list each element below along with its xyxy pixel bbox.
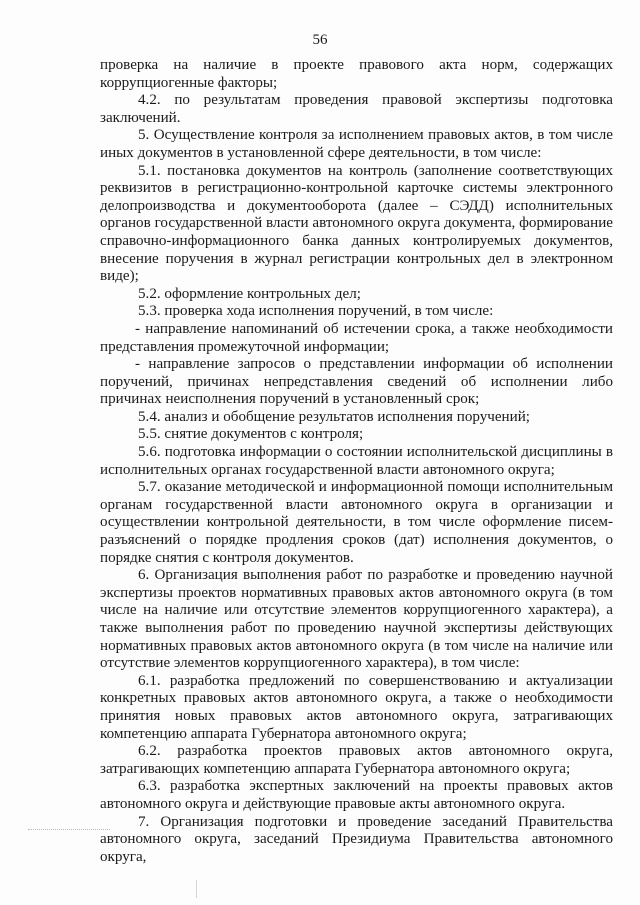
paragraph-5-6: 5.6. подготовка информации о состоянии исполнительской дисциплины в исполнительных органах государственной власти автономного округа; xyxy=(100,444,613,478)
page-number: 56 xyxy=(312,32,328,48)
paragraph-6-3: 6.3. разработка экспертных заключений на проекты правовых актов автономного округа и действующие правовые акты автономного округа. xyxy=(100,778,613,812)
paragraph-continuation: проверка на наличие в проекте правового акта норм, содержащих коррупциогенные факторы; xyxy=(100,57,613,91)
paragraph-5: 5. Осуществление контроля за исполнением правовых актов, в том числе иных документов в установленной сфере деятельности, в том числе: xyxy=(100,127,613,161)
list-item-requests: - направление запросов о представлении информации об исполнении поручений, причинах непредставления сведений об исполнении либо причинах неисполнения поручений в установленный срок; xyxy=(100,356,613,408)
paragraph-6: 6. Организация выполнения работ по разработке и проведению научной экспертизы проектов нормативных правовых актов автономного округа (в том числе на наличие или отсутствие элементов коррупциогенного характера), а также выполнения работ по проведению научной экспертизы действующих нормативных правовых актов автономного округа (в том числе на наличие или отсутствие элементов коррупциогенного характера), в том числе: xyxy=(100,567,613,672)
scan-artifact-line xyxy=(196,880,197,898)
paragraph-5-7: 5.7. оказание методической и информационной помощи исполнительным органам государственной власти автономного округа в организации и осуществлении контрольной деятельности, в том числе оформление писем-разъяснений о порядке продления сроков (дат) исполнения документов, о порядке снятия с контроля документов. xyxy=(100,479,613,566)
paragraph-6-2: 6.2. разработка проектов правовых актов автономного округа, затрагивающих компетенцию аппарата Губернатора автономного округа; xyxy=(100,743,613,777)
paragraph-4-2: 4.2. по результатам проведения правовой экспертизы подготовка заключений. xyxy=(100,92,613,126)
document-body xyxy=(100,57,613,866)
paragraph-5-4: 5.4. анализ и обобщение результатов исполнения поручений; xyxy=(138,408,530,425)
paragraph-5-1: 5.1. постановка документов на контроль (заполнение соответствующих реквизитов в регистрационно-контрольной карточке системы электронного делопроизводства и документооборота (далее – СЭДД) исполнительных органов государственной власти автономного округа документа, формирование справочно-информационного банка данных контролируемых документов, внесение поручения в журнал регистрации контрольных дел в электронном виде); xyxy=(100,162,613,285)
paragraph-5-3: 5.3. проверка хода исполнения поручений, в том числе: xyxy=(138,303,494,320)
paragraph-5-5: 5.5. снятие документов с контроля; xyxy=(138,426,364,443)
paragraph-5-2: 5.2. оформление контрольных дел; xyxy=(138,285,361,302)
paragraph-7: 7. Организация подготовки и проведение заседаний Правительства автономного округа, заседаний Президиума Правительства автономного округа, xyxy=(100,813,613,865)
list-item-reminders: - направление напоминаний об истечении срока, а также необходимости представления промежуточной информации; xyxy=(100,320,613,355)
paragraph-6-1: 6.1. разработка предложений по совершенствованию и актуализации конкретных правовых актов автономного округа, а также о необходимости принятия новых правовых актов автономного округа, затрагивающих компетенцию аппарата Губернатора автономного округа; xyxy=(100,672,613,742)
scan-artifact-dots xyxy=(28,829,110,830)
